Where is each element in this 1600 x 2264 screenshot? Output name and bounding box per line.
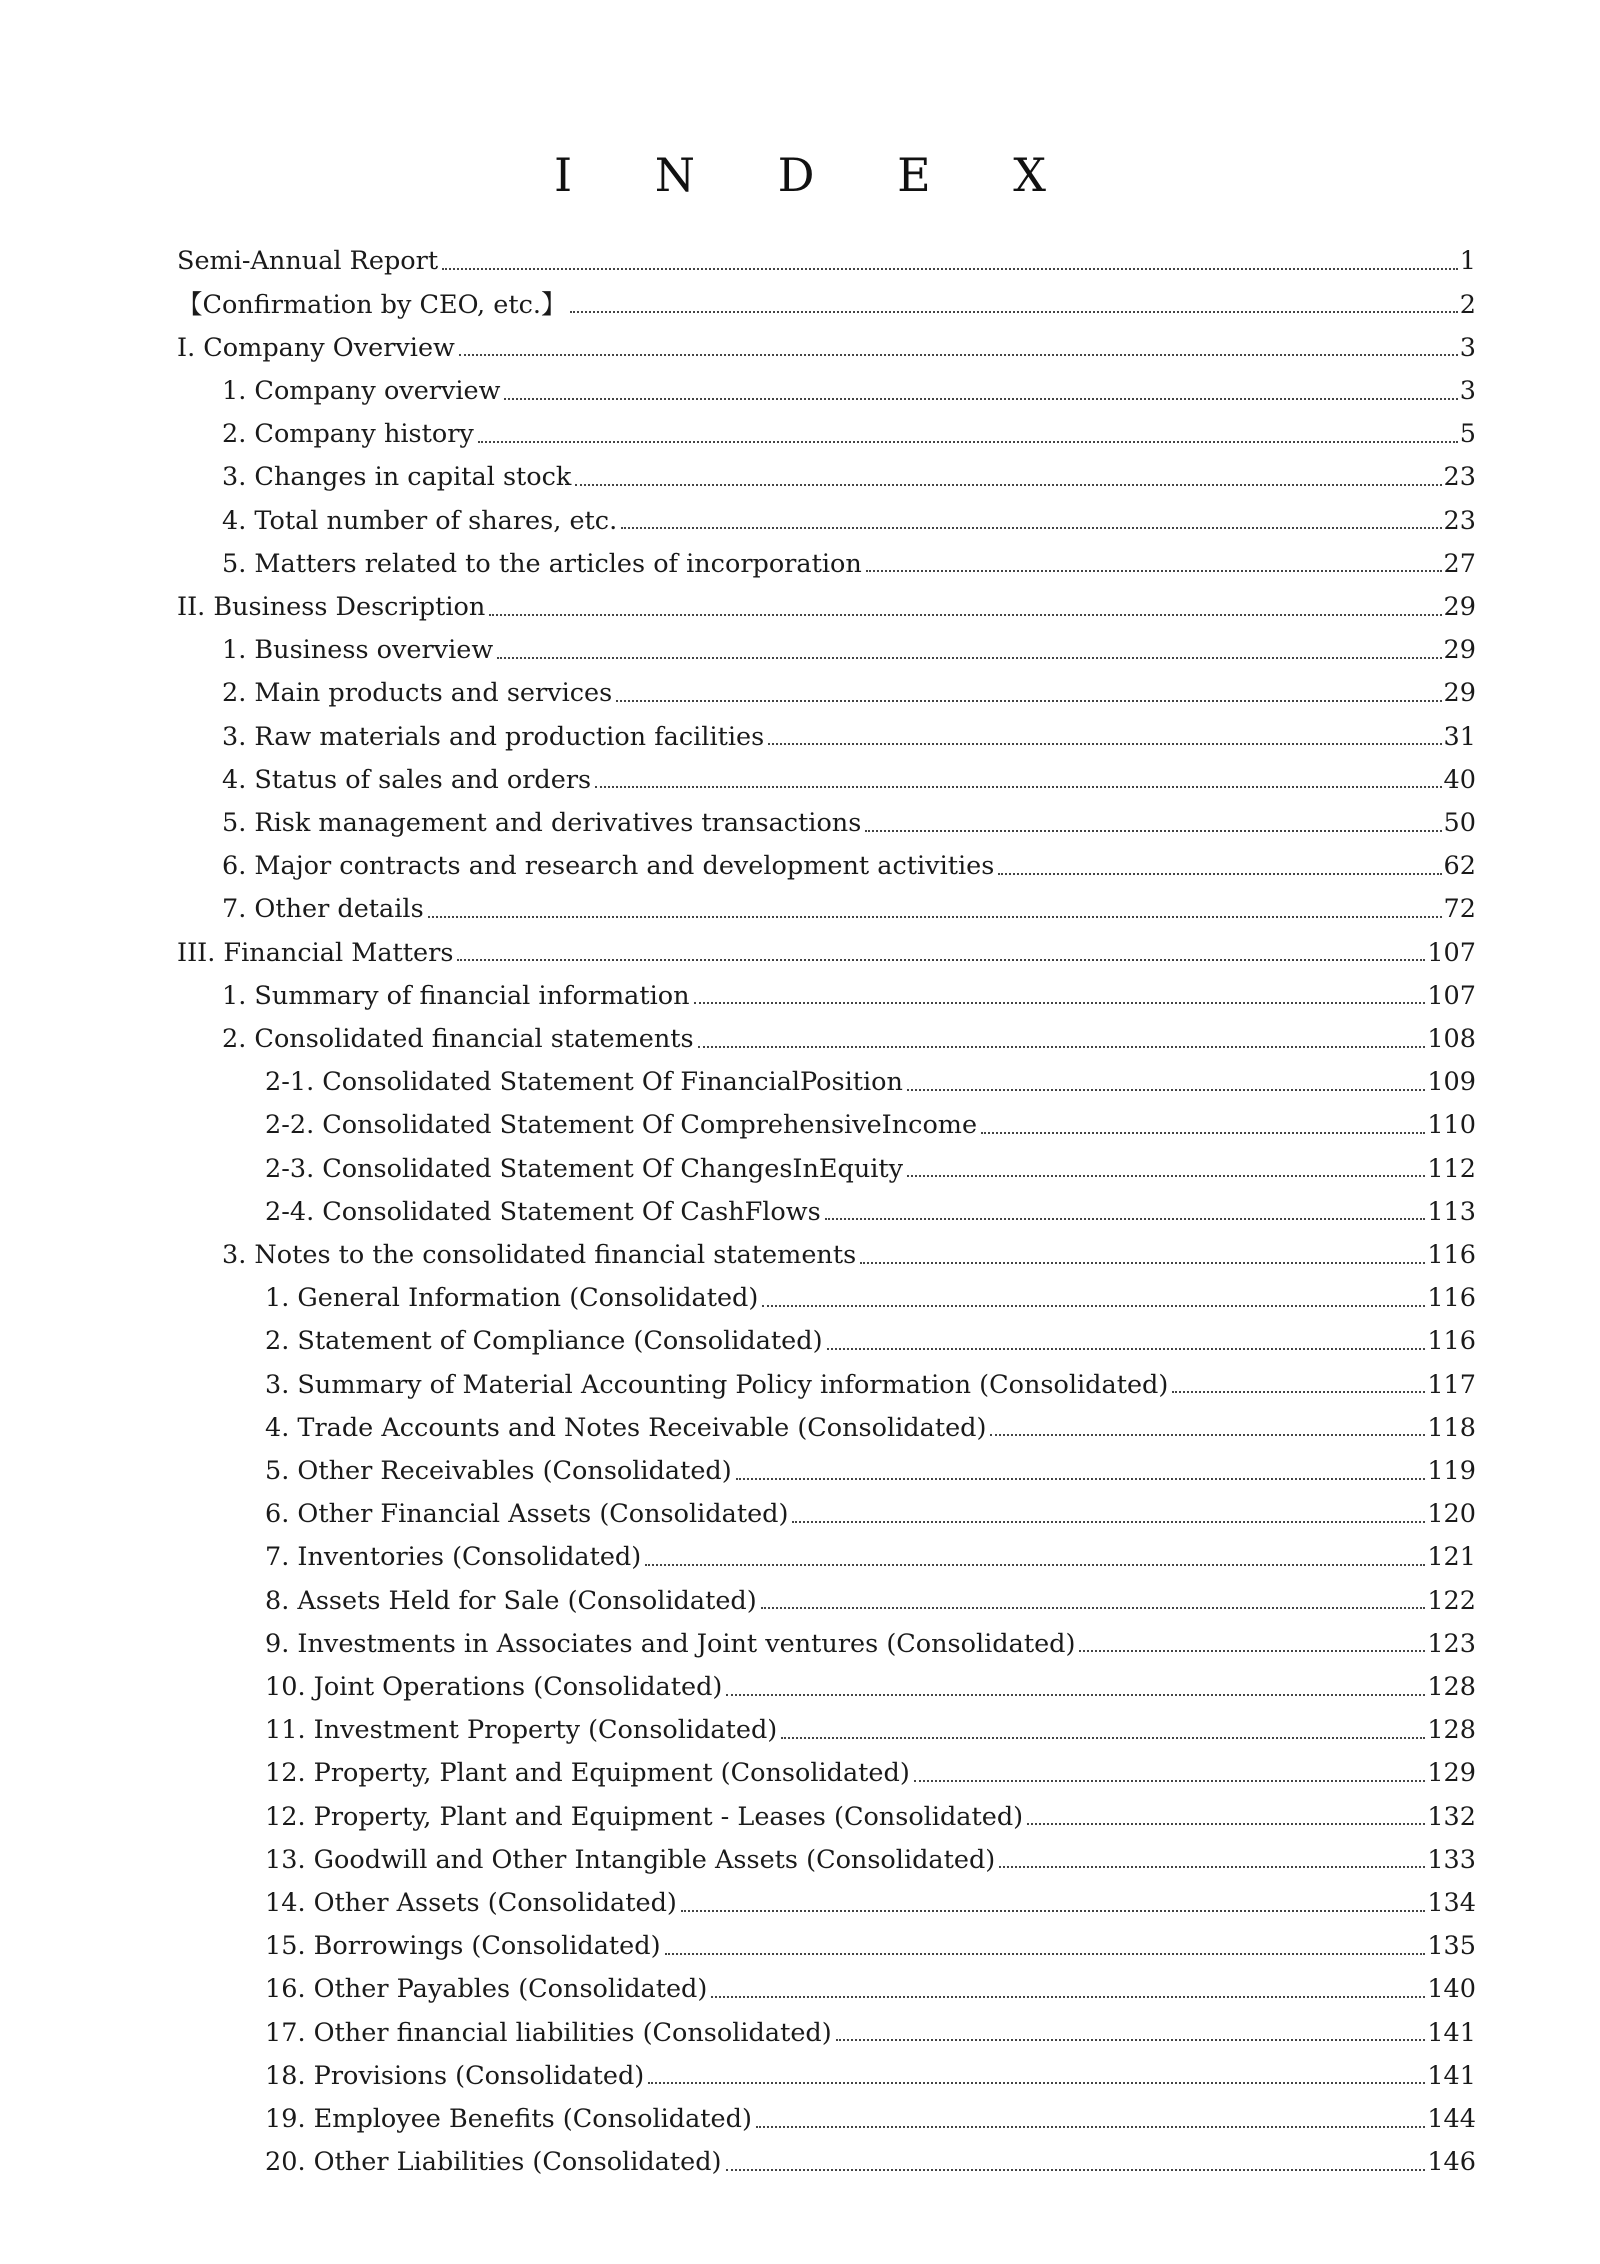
toc-page-number: 29 xyxy=(1443,678,1476,709)
toc-page-number: 107 xyxy=(1427,937,1476,968)
toc-entry[interactable] xyxy=(222,796,1476,839)
toc-entry-label: 2-4. Consolidated Statement Of CashFlows xyxy=(265,1196,821,1227)
toc-entry[interactable] xyxy=(265,1789,1476,1832)
toc-page-number: 107 xyxy=(1427,980,1476,1011)
toc-entry[interactable] xyxy=(265,2048,1476,2091)
toc-entry[interactable] xyxy=(265,1616,1476,1659)
toc-entry[interactable] xyxy=(265,2135,1476,2178)
toc-entry-label: 16. Other Payables (Consolidated) xyxy=(265,1974,708,2005)
dot-leader xyxy=(1172,1391,1425,1393)
toc-entry-label: 7. Inventories (Consolidated) xyxy=(265,1542,642,1573)
toc-page-number: 27 xyxy=(1443,548,1476,579)
toc-entry-label: 2-3. Consolidated Statement Of ChangesInEquity xyxy=(265,1153,904,1184)
toc-entry-label: 3. Raw materials and production facilities xyxy=(222,721,765,752)
toc-entry-label: 10. Joint Operations (Consolidated) xyxy=(265,1672,723,1702)
dot-leader xyxy=(504,398,1457,400)
toc-entry[interactable] xyxy=(265,1184,1476,1227)
toc-page-number: 40 xyxy=(1443,764,1476,795)
toc-entry-label: 18. Provisions (Consolidated) xyxy=(265,2060,645,2091)
dot-leader xyxy=(866,570,1442,572)
toc-entry[interactable] xyxy=(265,1487,1476,1530)
toc-entry-label: 1. Business overview xyxy=(222,635,494,666)
toc-entry[interactable] xyxy=(265,1444,1476,1487)
toc-page-number: 72 xyxy=(1443,894,1476,925)
toc-entry[interactable] xyxy=(177,320,1476,363)
toc-entry[interactable] xyxy=(222,536,1476,579)
toc-page-number: 144 xyxy=(1427,2104,1476,2134)
toc-page-number: 116 xyxy=(1427,1283,1476,1314)
toc-entry[interactable] xyxy=(177,580,1476,623)
dot-leader xyxy=(478,441,1458,443)
toc-page-number: 50 xyxy=(1443,808,1476,838)
toc-page-number: 122 xyxy=(1427,1585,1476,1616)
toc-page-number: 118 xyxy=(1427,1412,1476,1443)
dot-leader xyxy=(570,311,1457,313)
dot-leader xyxy=(694,1002,1426,1004)
toc-entry[interactable] xyxy=(222,882,1476,925)
dot-leader xyxy=(865,830,1441,832)
toc-entry-label: 7. Other details xyxy=(222,894,424,925)
toc-entry-label: 4. Total number of shares, etc. xyxy=(222,505,618,536)
toc-page-number: 121 xyxy=(1427,1542,1476,1573)
toc-page-number: 117 xyxy=(1427,1369,1476,1400)
toc-page-number: 108 xyxy=(1427,1024,1476,1054)
toc-entry-label: 5. Matters related to the articles of incorporation xyxy=(222,548,862,579)
toc-page-number: 140 xyxy=(1427,1974,1476,2005)
dot-leader xyxy=(621,527,1441,529)
toc-entry[interactable] xyxy=(265,2092,1476,2135)
toc-page-number: 23 xyxy=(1443,505,1476,536)
dot-leader xyxy=(990,1434,1425,1436)
toc-page-number: 128 xyxy=(1427,1672,1476,1702)
toc-entry[interactable] xyxy=(177,234,1476,277)
toc-entry[interactable] xyxy=(265,1660,1476,1703)
toc-page-number: 128 xyxy=(1427,1715,1476,1746)
dot-leader xyxy=(756,2126,1425,2128)
toc-entry-label: 6. Major contracts and research and development activities xyxy=(222,851,995,882)
toc-entry-label: 4. Status of sales and orders xyxy=(222,764,592,795)
toc-entry-label: 1. Company overview xyxy=(222,376,501,406)
dot-leader xyxy=(726,2169,1426,2171)
toc-entry[interactable] xyxy=(222,450,1476,493)
dot-leader xyxy=(1027,1823,1425,1825)
dot-leader xyxy=(825,1218,1426,1220)
dot-leader xyxy=(595,786,1441,788)
dot-leader xyxy=(698,1046,1426,1048)
toc-entry-label: III. Financial Matters xyxy=(177,937,454,968)
toc-page-number: 2 xyxy=(1459,289,1476,320)
toc-entry[interactable] xyxy=(265,1919,1476,1962)
toc-page-number: 135 xyxy=(1427,1931,1476,1962)
toc-page-number: 119 xyxy=(1427,1456,1476,1486)
dot-leader xyxy=(998,873,1441,875)
toc-page-number: 29 xyxy=(1443,635,1476,666)
toc-page-number: 109 xyxy=(1427,1067,1476,1098)
toc-entry[interactable] xyxy=(265,1746,1476,1789)
toc-entry[interactable] xyxy=(265,1055,1476,1098)
toc-entry[interactable] xyxy=(265,1314,1476,1357)
toc-entry-label: 13. Goodwill and Other Intangible Assets (Consolidated) xyxy=(265,1844,996,1875)
toc-page-number: 113 xyxy=(1427,1196,1476,1227)
toc-page-number: 23 xyxy=(1443,462,1476,493)
dot-leader xyxy=(999,1866,1425,1868)
toc-entry-label: 8. Assets Held for Sale (Consolidated) xyxy=(265,1585,757,1616)
toc-entry-label: 19. Employee Benefits (Consolidated) xyxy=(265,2104,752,2134)
toc-page-number: 120 xyxy=(1427,1499,1476,1530)
dot-leader xyxy=(1079,1650,1425,1652)
toc-page-number: 110 xyxy=(1427,1110,1476,1141)
dot-leader xyxy=(762,1305,1425,1307)
toc-entry[interactable] xyxy=(222,752,1476,795)
toc-entry-label: 1. General Information (Consolidated) xyxy=(265,1283,759,1314)
dot-leader xyxy=(981,1132,1425,1134)
toc-entry-label: 6. Other Financial Assets (Consolidated) xyxy=(265,1499,789,1530)
dot-leader xyxy=(907,1175,1425,1177)
dot-leader xyxy=(459,354,1458,356)
toc-entry[interactable] xyxy=(265,1530,1476,1573)
dot-leader xyxy=(711,1996,1425,1998)
toc-entry-label: I. Company Overview xyxy=(177,332,455,363)
toc-entry[interactable] xyxy=(265,2005,1476,2048)
toc-entry[interactable] xyxy=(265,1703,1476,1746)
toc-entry[interactable] xyxy=(265,1876,1476,1919)
dot-leader xyxy=(827,1348,1426,1350)
toc-entry[interactable] xyxy=(265,1962,1476,2005)
toc-entry[interactable] xyxy=(265,1400,1476,1443)
toc-entry[interactable] xyxy=(265,1357,1476,1400)
toc-entry-label: 5. Other Receivables (Consolidated) xyxy=(265,1456,732,1486)
toc-entry[interactable] xyxy=(177,277,1476,320)
toc-entry[interactable] xyxy=(222,1012,1476,1055)
toc-entry-label: 12. Property, Plant and Equipment (Consolidated) xyxy=(265,1758,910,1789)
toc-entry-label: 1. Summary of financial information xyxy=(222,980,690,1011)
toc-entry[interactable] xyxy=(222,1228,1476,1271)
dot-leader xyxy=(575,484,1441,486)
toc-page-number: 129 xyxy=(1427,1758,1476,1789)
toc-entry[interactable] xyxy=(222,493,1476,536)
toc-page-number: 116 xyxy=(1427,1240,1476,1270)
dot-leader xyxy=(792,1521,1425,1523)
toc-entry-label: 5. Risk management and derivatives transactions xyxy=(222,808,862,838)
dot-leader xyxy=(860,1262,1425,1264)
toc-entry-label: 【Confirmation by CEO, etc.】 xyxy=(177,289,567,320)
toc-entry[interactable] xyxy=(265,1271,1476,1314)
toc-entry[interactable] xyxy=(222,407,1476,450)
dot-leader xyxy=(681,1910,1425,1912)
toc-page-number: 133 xyxy=(1427,1844,1476,1875)
dot-leader xyxy=(497,657,1441,659)
toc-entry-label: 15. Borrowings (Consolidated) xyxy=(265,1931,661,1962)
dot-leader xyxy=(781,1737,1425,1739)
toc-entry-label: Semi-Annual Report xyxy=(177,246,439,277)
toc-entry[interactable] xyxy=(265,1832,1476,1875)
dot-leader xyxy=(914,1780,1426,1782)
toc-entry[interactable] xyxy=(222,623,1476,666)
toc-page-number: 62 xyxy=(1443,851,1476,882)
toc-page-number: 29 xyxy=(1443,592,1476,622)
dot-leader xyxy=(665,1953,1426,1955)
toc-page-number: 123 xyxy=(1427,1628,1476,1659)
toc-page-number: 141 xyxy=(1427,2060,1476,2091)
toc-entry[interactable] xyxy=(265,1141,1476,1184)
dot-leader xyxy=(836,2039,1426,2041)
toc-entry-label: 2. Statement of Compliance (Consolidated) xyxy=(265,1326,823,1357)
toc-entry-label: 11. Investment Property (Consolidated) xyxy=(265,1715,778,1746)
dot-leader xyxy=(768,743,1441,745)
dot-leader xyxy=(907,1089,1425,1091)
toc-entry-label: II. Business Description xyxy=(177,592,486,622)
dot-leader xyxy=(616,700,1441,702)
toc-page-number: 3 xyxy=(1459,376,1476,406)
toc-entry[interactable] xyxy=(177,925,1476,968)
dot-leader xyxy=(736,1478,1426,1480)
dot-leader xyxy=(428,916,1442,918)
toc-page-number: 116 xyxy=(1427,1326,1476,1357)
toc-entry[interactable] xyxy=(265,1098,1476,1141)
toc-page-number: 146 xyxy=(1427,2147,1476,2178)
toc-page-number: 5 xyxy=(1459,419,1476,450)
toc-entry-label: 20. Other Liabilities (Consolidated) xyxy=(265,2147,722,2178)
dot-leader xyxy=(457,959,1425,961)
toc-entry-label: 4. Trade Accounts and Notes Receivable (Consolidated) xyxy=(265,1412,987,1443)
dot-leader xyxy=(648,2082,1425,2084)
toc-page-number: 132 xyxy=(1427,1801,1476,1832)
dot-leader xyxy=(726,1694,1425,1696)
toc-entry-label: 9. Investments in Associates and Joint ventures (Consolidated) xyxy=(265,1628,1076,1659)
toc-page-number: 31 xyxy=(1443,721,1476,752)
toc-page-number: 141 xyxy=(1427,2017,1476,2048)
toc-entry-label: 2. Consolidated financial statements xyxy=(222,1024,694,1054)
dot-leader xyxy=(645,1564,1425,1566)
toc-entry-label: 2. Company history xyxy=(222,419,474,450)
toc-entry[interactable] xyxy=(222,666,1476,709)
toc-entry-label: 17. Other financial liabilities (Consolidated) xyxy=(265,2017,832,2048)
toc-page-number: 134 xyxy=(1427,1888,1476,1918)
toc-entry-label: 12. Property, Plant and Equipment - Leases (Consolidated) xyxy=(265,1801,1024,1832)
toc-page-number: 1 xyxy=(1459,246,1476,277)
toc-page-number: 112 xyxy=(1427,1153,1476,1184)
toc-entry[interactable] xyxy=(222,364,1476,407)
dot-leader xyxy=(489,614,1441,616)
page-title: I N D E X xyxy=(553,148,1081,202)
toc-entry-label: 14. Other Assets (Consolidated) xyxy=(265,1888,677,1918)
toc-entry-label: 3. Changes in capital stock xyxy=(222,462,572,493)
toc-entry[interactable] xyxy=(222,968,1476,1011)
toc-entry-label: 2-1. Consolidated Statement Of FinancialPosition xyxy=(265,1067,903,1098)
toc-entry-label: 2. Main products and services xyxy=(222,678,613,709)
toc-page-number: 3 xyxy=(1459,332,1476,363)
toc-entry-label: 3. Notes to the consolidated financial statements xyxy=(222,1240,857,1270)
toc-entry-label: 3. Summary of Material Accounting Policy information (Consolidated) xyxy=(265,1369,1169,1400)
dot-leader xyxy=(442,268,1458,270)
dot-leader xyxy=(761,1607,1426,1609)
toc-entry-label: 2-2. Consolidated Statement Of ComprehensiveIncome xyxy=(265,1110,978,1141)
toc-entry[interactable] xyxy=(222,839,1476,882)
toc-entry[interactable] xyxy=(222,709,1476,752)
toc-entry[interactable] xyxy=(265,1573,1476,1616)
